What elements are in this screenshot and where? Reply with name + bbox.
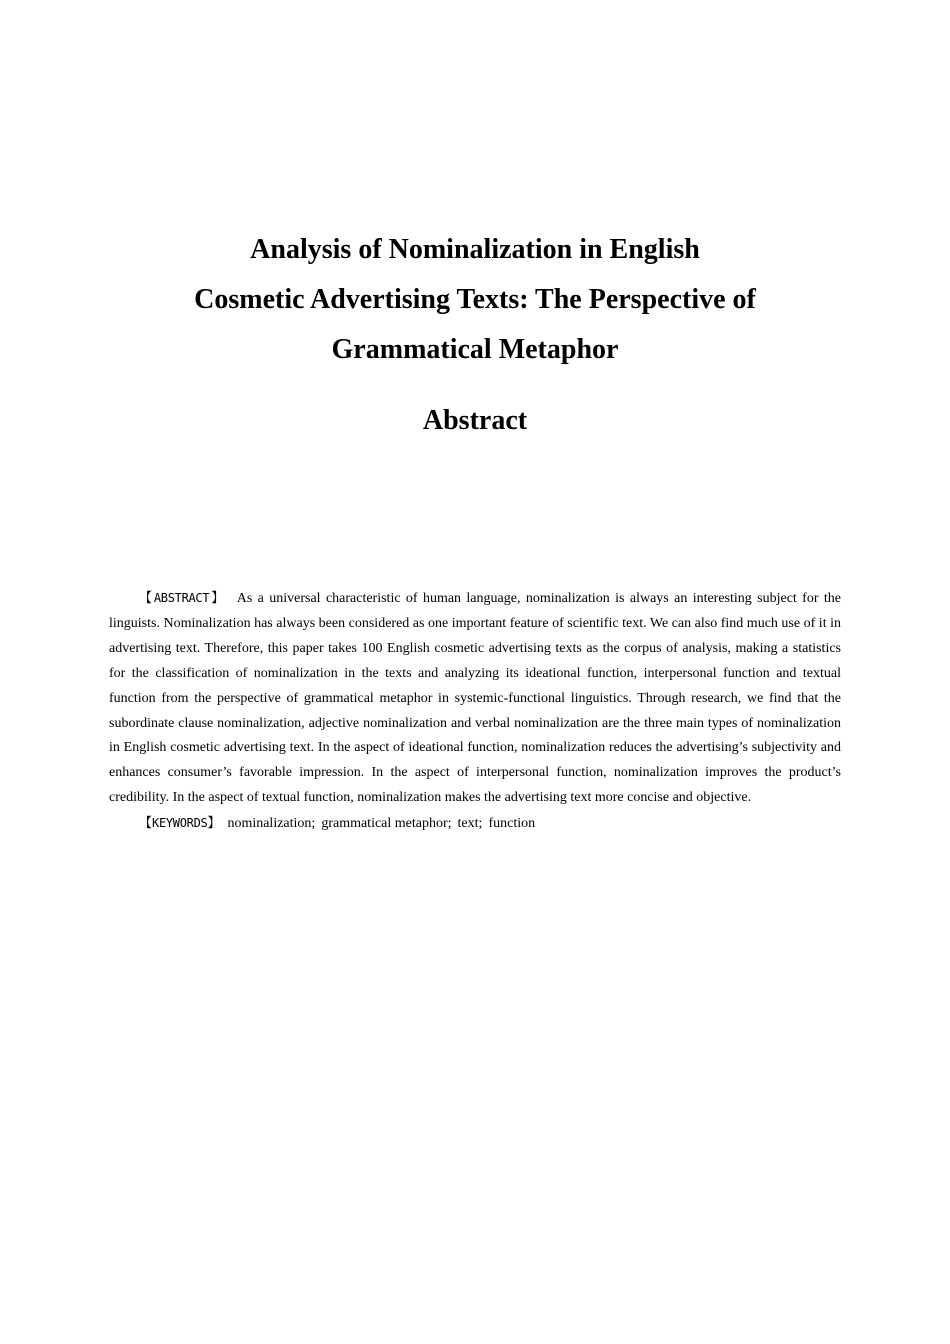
abstract-label: ABSTRACT: [153, 591, 210, 605]
keyword-item: nominalization;: [227, 816, 316, 832]
abstract-section: [109, 586, 841, 837]
keyword-item: function: [488, 816, 536, 832]
abstract-label-close-bracket: 】: [209, 591, 227, 606]
abstract-heading: Abstract: [422, 405, 528, 436]
title-line-3: Grammatical Metaphor: [331, 334, 619, 365]
title-line-1: Analysis of Nominalization in English: [250, 234, 700, 265]
keyword-item: text;: [457, 816, 483, 832]
keywords-paragraph: [109, 811, 841, 837]
abstract-paragraph: [109, 586, 841, 811]
abstract-label-open-bracket: 【: [139, 591, 154, 606]
paper-title: [110, 225, 840, 375]
keywords-label-open-bracket: 【: [139, 816, 153, 832]
abstract-text: As a universal characteristic of human language, nominalization is always an interesting subject for the linguists. Nominalization has always been considered as one important feature of scientific text. We can also find much use of it in advertising text. Therefore, this paper takes 100 English cosmetic advertising texts as the corpus of analysis, making a statistics for the classification of nominalization in the texts and analyzing its ideational function, interpersonal function and textual function from the perspective of grammatical metaphor in systemic-functional linguistics. Through research, we find that the subordinate clause nominalization, adjective nominalization and verbal nominalization are the three main types of nominalization in English cosmetic advertising text. In the aspect of ideational function, nominalization reduces the advertising’s subjectivity and enhances consumer’s favorable impression. In the aspect of interpersonal function, nominalization improves the product’s credibility. In the aspect of textual function, nominalization makes the advertising text more concise and objective.: [109, 591, 841, 806]
keywords-label-close-bracket: 】: [207, 816, 221, 832]
keywords-label: KEYWORDS: [152, 816, 208, 831]
keyword-item: grammatical metaphor;: [321, 816, 452, 832]
title-line-2: Cosmetic Advertising Texts: The Perspective of: [194, 284, 756, 315]
